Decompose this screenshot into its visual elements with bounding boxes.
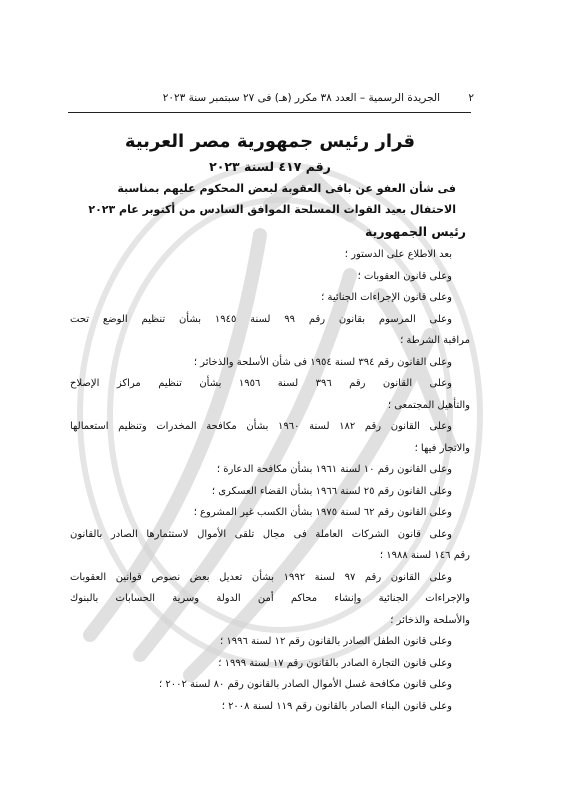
recital-line: والتأهيل المجتمعى ؛ (387, 399, 470, 411)
recital-line: وعلى قانون البناء الصادر بالقانون رقم ١١٩ لسنة ٢٠٠٨ ؛ (221, 700, 452, 712)
decree-title: قرار رئيس جمهورية مصر العربية (124, 131, 416, 152)
recitals-list (70, 244, 470, 717)
recital-line: والاتجار فيها ؛ (414, 442, 470, 454)
recital-line: وعلى القانون رقم ٩٧ لسنة ١٩٩٢ بشأن تعديل بعض نصوص قوانين العقوبات (70, 571, 452, 583)
recital-line: وعلى قانون الشركات العاملة فى مجال تلقى الأموال لاستثمارها الصادر بالقانون (70, 528, 452, 540)
decree-subject (70, 178, 456, 220)
recital-line: وعلى قانون الطفل الصادر بالقانون رقم ١٢ لسنة ١٩٩٦ ؛ (220, 636, 452, 647)
recital-line: وعلى قانون العقوبات ؛ (357, 270, 452, 282)
recital-line: والأسلحة والذخائر ؛ (390, 614, 470, 626)
recital-line: وعلى القانون رقم ١٨٢ لسنة ١٩٦٠ بشأن مكافحة المخدرات وتنظيم استعمالها (70, 421, 452, 432)
recital-line: وعلى المرسوم بقانون رقم ٩٩ لسنة ١٩٤٥ بشأن تنظيم الوضع تحت (70, 313, 452, 325)
header-divider (68, 112, 471, 113)
recital-line: والإجراءات الجنائية وإنشاء محاكم أمن الدولة وسرية الحسابات بالبنوك (70, 593, 470, 604)
recital-line: وعلى القانون رقم ٦٢ لسنة ١٩٧٥ بشأن الكسب غير المشروع ؛ (193, 507, 452, 518)
recital-line: وعلى قانون التجارة الصادر بالقانون رقم ١٧ لسنة ١٩٩٩ ؛ (218, 657, 452, 669)
decree-body (70, 128, 470, 717)
recital-line: وعلى قانون مكافحة غسل الأموال الصادر بالقانون رقم ٨٠ لسنة ٢٠٠٢ ؛ (159, 679, 452, 690)
recital-line: وعلى القانون رقم ٣٩٤ لسنة ١٩٥٤ فى شأن الأسلحة والذخائر ؛ (193, 356, 452, 368)
decree-number: رقم ٤١٧ لسنة ٢٠٢٣ (209, 159, 331, 174)
decree-subject-line: فى شأن العفو عن باقى العقوبة لبعض المحكوم عليهم بمناسبة (117, 182, 456, 195)
decree-subject-line: الاحتفال بعيد القوات المسلحة الموافق السادس من أكتوبر عام ٢٠٢٣ (88, 203, 456, 216)
recital-line: وعلى القانون رقم ١٠ لسنة ١٩٦١ بشأن مكافحة الدعارة ؛ (216, 464, 452, 475)
recital-line: مراقبة الشرطة ؛ (400, 335, 470, 346)
recital-line: وعلى قانون الإجراءات الجنائية ؛ (321, 292, 452, 303)
recital-line: رقم ١٤٦ لسنة ١٩٨٨ ؛ (379, 550, 470, 561)
recital-line: بعد الاطلاع على الدستور ؛ (344, 249, 452, 260)
gazette-header (70, 92, 474, 110)
president-heading: رئيس الجمهورية (365, 224, 466, 239)
page-number: ٢ (468, 92, 474, 104)
recital-line: وعلى القانون رقم ٣٩٦ لسنة ١٩٥٦ بشأن تنظيم مراكز الإصلاح (70, 378, 452, 389)
header-text: الجريدة الرسمية – العدد ٣٨ مكرر (هـ) فى ٢٧ سبتمبر سنة ٢٠٢٣ (162, 92, 440, 104)
recital-line: وعلى القانون رقم ٢٥ لسنة ١٩٦٦ بشأن القضاء العسكرى ؛ (211, 485, 452, 497)
